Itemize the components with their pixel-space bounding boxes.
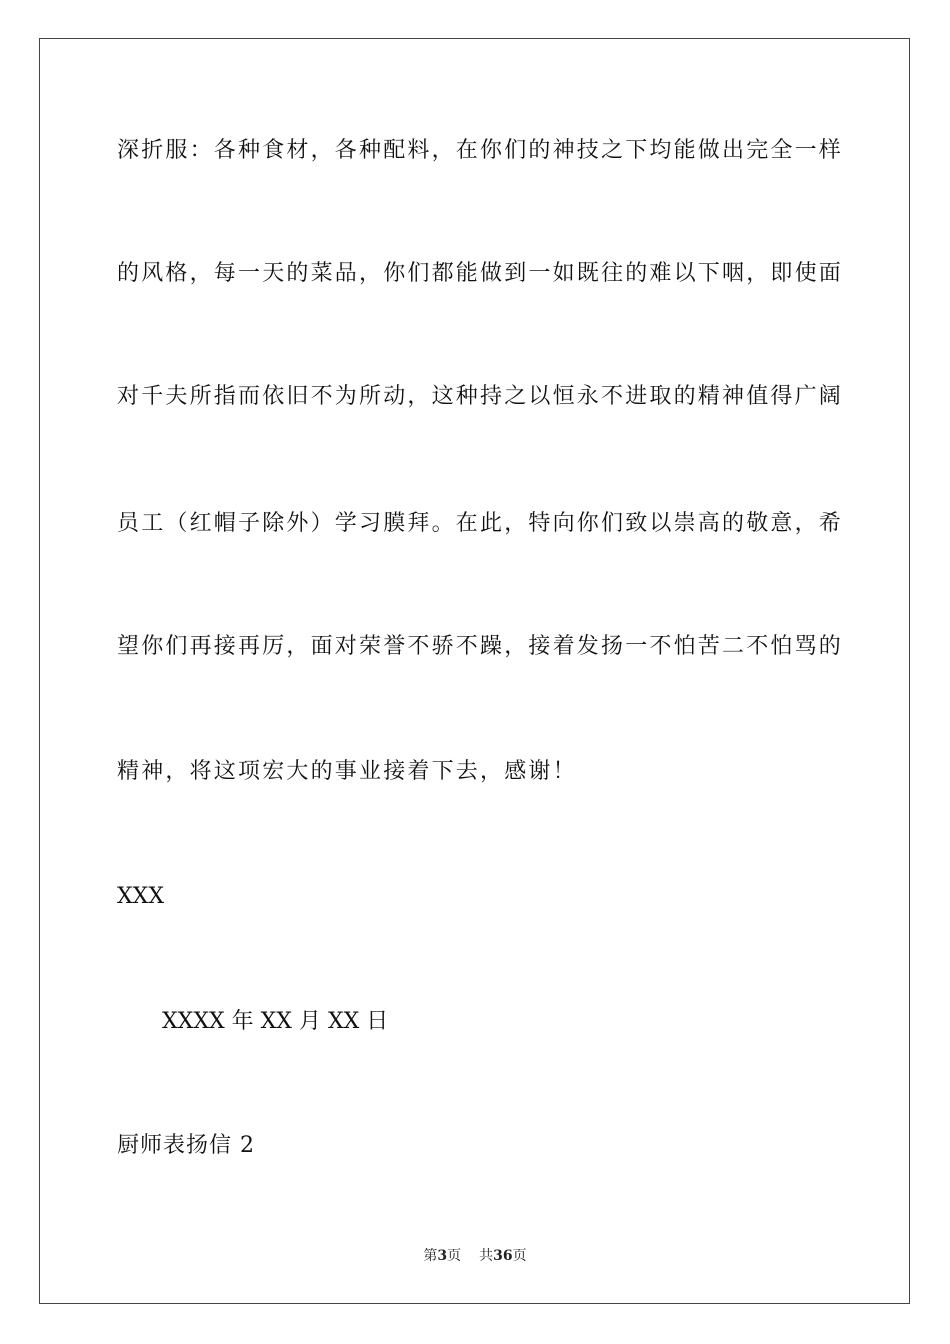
total-page-number: 36: [493, 1248, 513, 1264]
body-line-1: 深折服：各种食材，各种配料，在你们的神技之下均能做出完全一样: [117, 138, 844, 163]
total-prefix: 共: [479, 1248, 494, 1264]
page-suffix: 页: [447, 1248, 462, 1264]
page-footer: [0, 1247, 950, 1265]
next-letter-heading: 厨师表扬信 2: [117, 1133, 255, 1158]
page-border: [39, 38, 910, 1304]
current-page-number: 3: [437, 1248, 448, 1264]
body-line-3: 对千夫所指而依旧不为所动，这种持之以恒永不进取的精神值得广阔: [117, 384, 844, 409]
body-line-2: 的风格，每一天的菜品，你们都能做到一如既往的难以下咽，即使面: [117, 261, 844, 286]
body-line-5: 望你们再接再厉，面对荣誉不骄不躁，接着发扬一不怕苦二不怕骂的: [117, 634, 844, 659]
signer-name: XXX: [117, 884, 164, 909]
letter-date: XXXX 年 XX 月 XX 日: [162, 1009, 389, 1034]
body-line-4: 员工（红帽子除外）学习膜拜。在此，特向你们致以崇高的敬意，希: [117, 511, 844, 536]
body-line-6: 精神，将这项宏大的事业接着下去，感谢！: [117, 759, 577, 784]
total-suffix: 页: [512, 1248, 527, 1264]
page-prefix: 第: [423, 1248, 438, 1264]
